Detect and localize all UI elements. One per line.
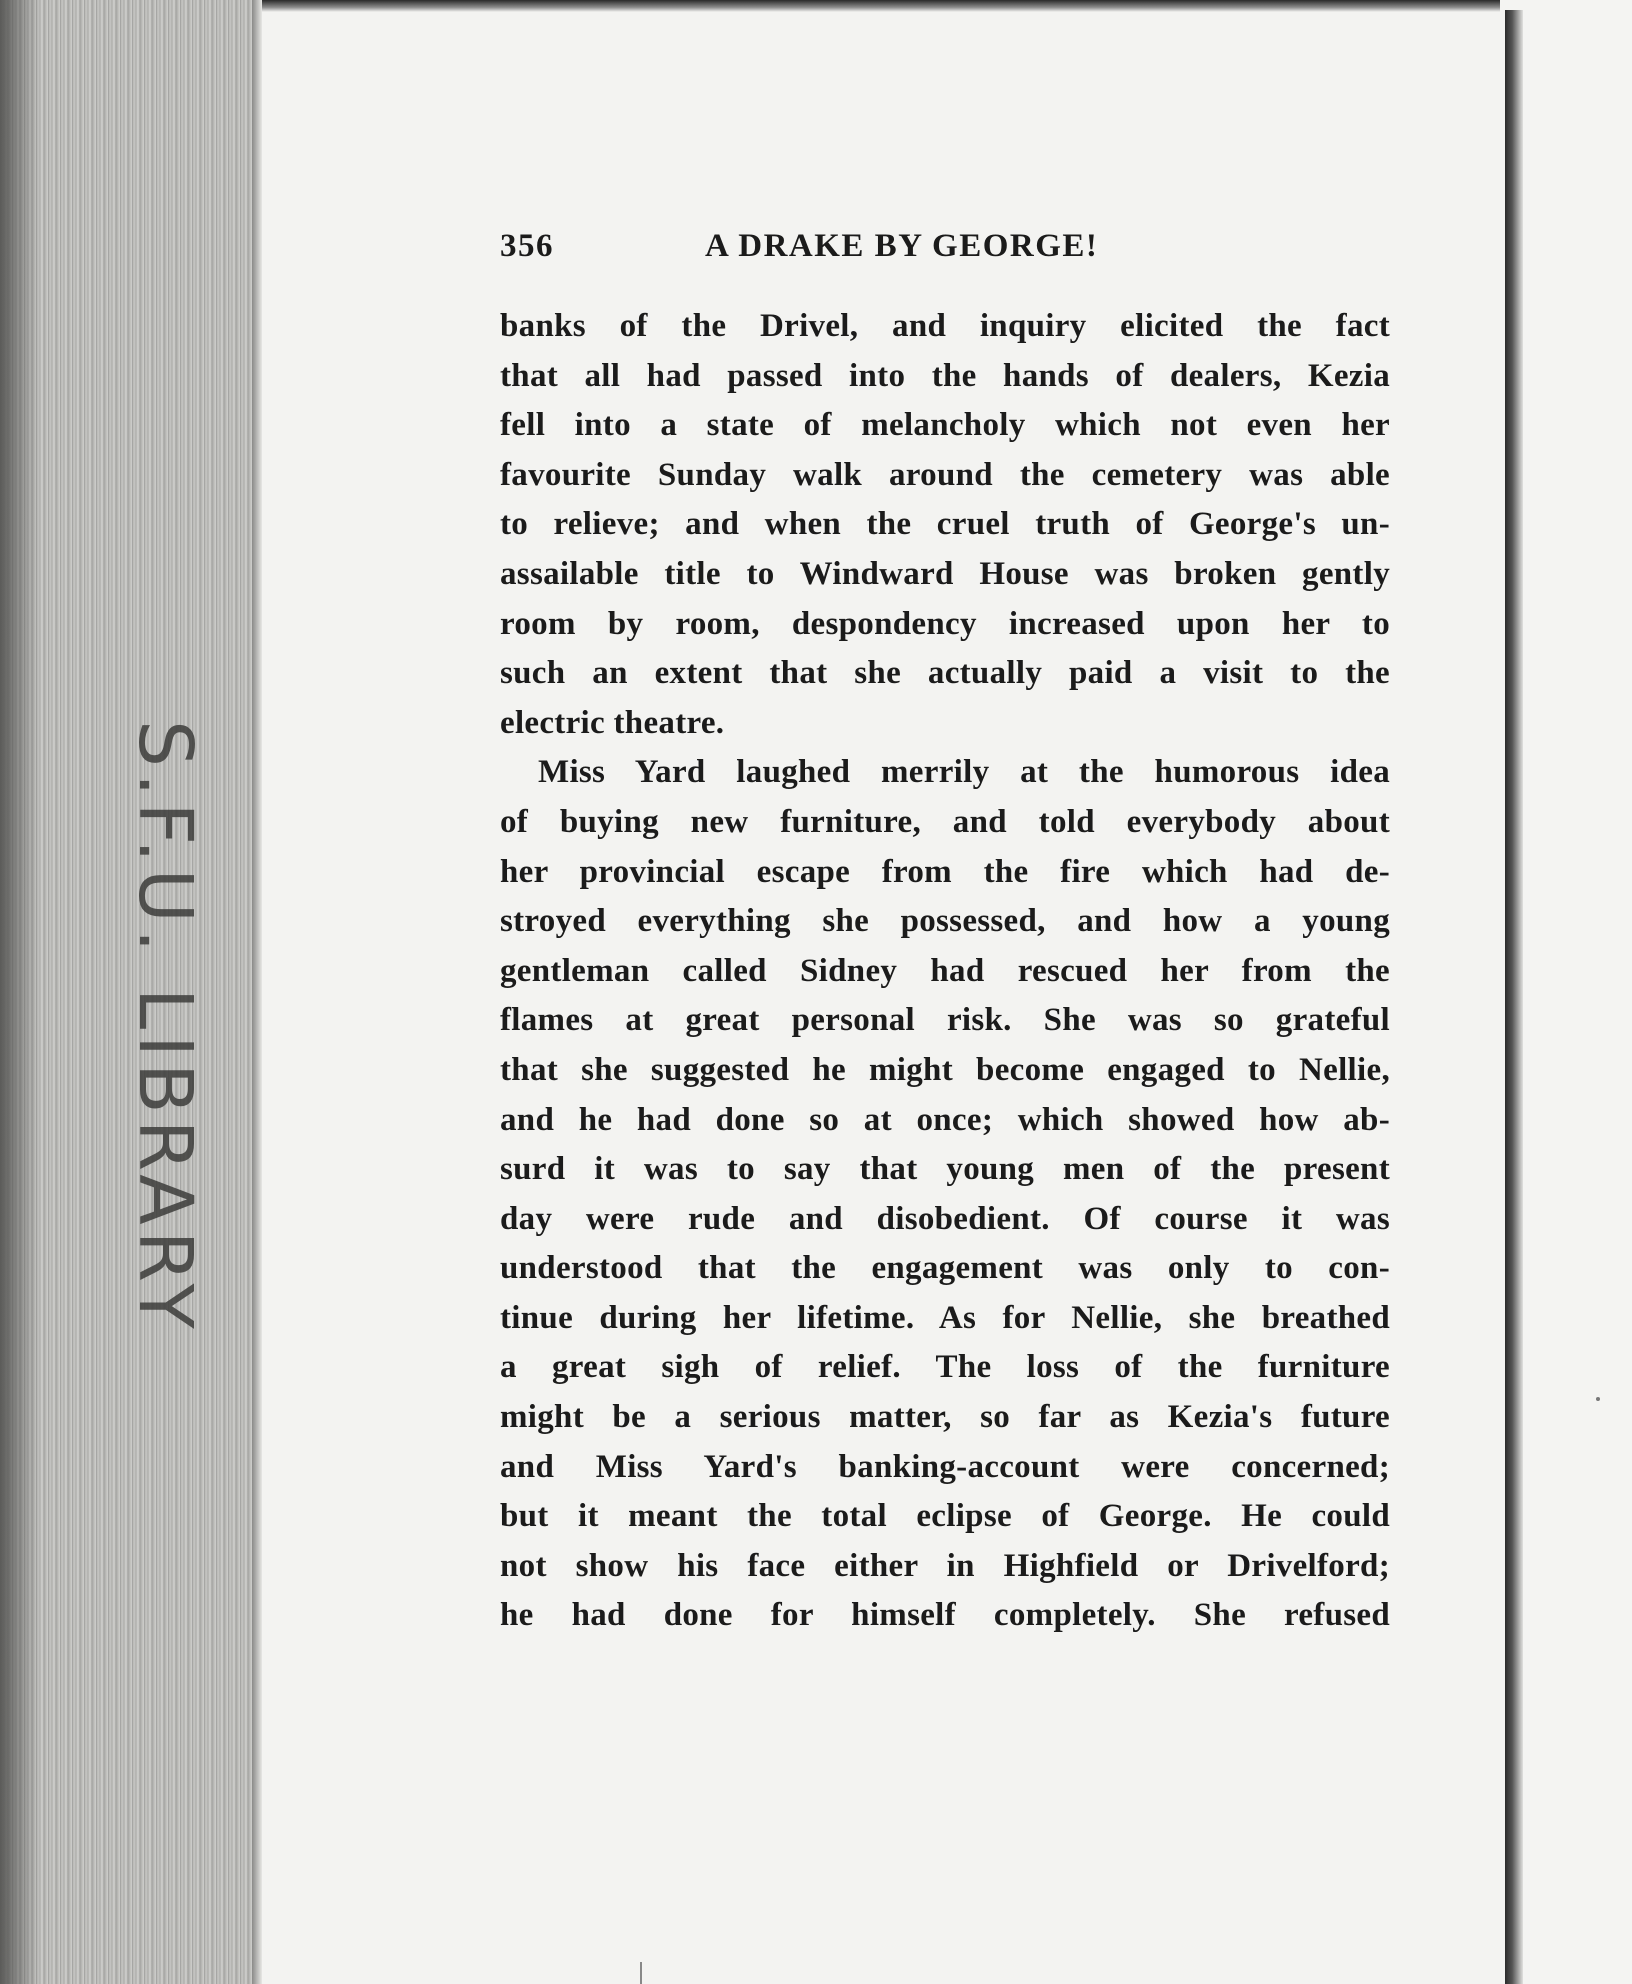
text-line: not show his face either in Highfield or Drivelford; — [500, 1547, 1390, 1584]
text-line: day were rude and disobedient. Of course it was — [500, 1200, 1390, 1237]
text-line: electric theatre. — [500, 704, 725, 741]
text-line: banks of the Drivel, and inquiry elicited the fact — [500, 308, 1390, 344]
body-text — [500, 302, 1390, 1641]
text-line: of buying new furniture, and told everybody about — [500, 803, 1390, 840]
page-number: 356 — [500, 228, 554, 264]
library-stamp — [120, 720, 208, 1440]
text-line: gentleman called Sidney had rescued her from the — [500, 952, 1390, 989]
text-line: to relieve; and when the cruel truth of George's un- — [500, 506, 1390, 543]
text-line: surd it was to say that young men of the present — [500, 1151, 1390, 1188]
text-line: a great sigh of relief. The loss of the furniture — [500, 1349, 1390, 1386]
text-line: such an extent that she actually paid a visit to the — [500, 655, 1390, 692]
running-title: A DRAKE BY GEORGE! — [705, 228, 1099, 264]
text-line: her provincial escape from the fire which had de- — [500, 853, 1390, 890]
text-line: that all had passed into the hands of dealers, Kezia — [500, 357, 1390, 394]
text-line: fell into a state of melancholy which not even her — [500, 407, 1390, 444]
text-line: and he had done so at once; which showed how ab- — [500, 1101, 1390, 1138]
text-line: he had done for himself completely. She refused — [500, 1597, 1390, 1634]
library-stamp-text: S.F.U. LIBRARY — [122, 720, 208, 1335]
text-line: might be a serious matter, so far as Kezia's future — [500, 1399, 1390, 1436]
text-line: assailable title to Windward House was broken gently — [500, 555, 1390, 592]
text-line: and Miss Yard's banking-account were concerned; — [500, 1448, 1390, 1485]
text-line: Miss Yard laughed merrily at the humorous idea — [538, 754, 1390, 791]
text-line: understood that the engagement was only to con- — [500, 1250, 1390, 1287]
text-line: room by room, despondency increased upon her to — [500, 605, 1390, 642]
text-line: that she suggested he might become engaged to Nellie, — [500, 1051, 1390, 1088]
page-gutter-shadow — [1505, 10, 1523, 1984]
text-line: but it meant the total eclipse of George. He could — [500, 1498, 1390, 1535]
scan-mark — [640, 1962, 642, 1984]
running-head — [500, 228, 1390, 278]
text-line: tinue during her lifetime. As for Nellie, she breathed — [500, 1299, 1390, 1336]
book-spine-edge — [0, 0, 262, 1984]
scan-speck — [1596, 1397, 1600, 1401]
text-line: flames at great personal risk. She was so grateful — [500, 1002, 1390, 1039]
text-line: favourite Sunday walk around the cemetery was able — [500, 456, 1390, 493]
text-line: stroyed everything she possessed, and how a young — [500, 903, 1390, 940]
page-content — [500, 228, 1390, 1641]
